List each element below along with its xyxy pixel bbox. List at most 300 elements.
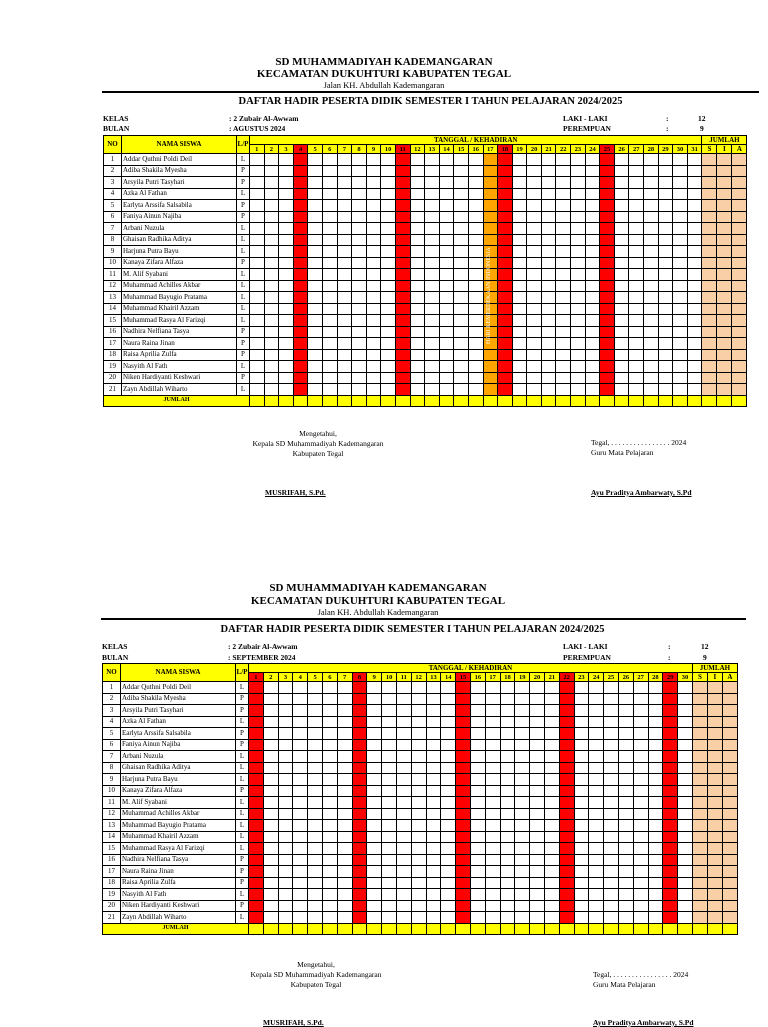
attendance-cell[interactable] xyxy=(687,361,702,373)
attendance-cell[interactable] xyxy=(687,177,702,189)
attendance-cell[interactable] xyxy=(571,246,586,258)
attendance-cell[interactable] xyxy=(250,384,265,396)
attendance-cell[interactable] xyxy=(396,808,411,820)
attendance-cell[interactable] xyxy=(352,728,367,740)
attendance-cell[interactable] xyxy=(454,338,469,350)
attendance-cell[interactable] xyxy=(530,820,545,832)
attendance-cell[interactable] xyxy=(644,154,659,166)
attendance-cell[interactable] xyxy=(322,280,337,292)
attendance-cell[interactable] xyxy=(544,774,559,786)
attendance-cell[interactable] xyxy=(322,808,337,820)
attendance-cell[interactable] xyxy=(395,280,410,292)
attendance-cell[interactable] xyxy=(470,785,485,797)
attendance-cell[interactable] xyxy=(544,785,559,797)
attendance-cell[interactable] xyxy=(352,177,367,189)
attendance-cell[interactable] xyxy=(454,200,469,212)
attendance-cell[interactable] xyxy=(559,912,574,924)
attendance-cell[interactable] xyxy=(456,716,471,728)
attendance-cell[interactable] xyxy=(439,326,454,338)
attendance-cell[interactable] xyxy=(366,338,381,350)
attendance-cell[interactable] xyxy=(456,820,471,832)
attendance-cell[interactable] xyxy=(663,774,678,786)
attendance-cell[interactable] xyxy=(468,361,483,373)
attendance-cell[interactable] xyxy=(322,820,337,832)
attendance-cell[interactable] xyxy=(527,211,542,223)
attendance-cell[interactable] xyxy=(589,808,604,820)
attendance-cell[interactable] xyxy=(648,831,663,843)
attendance-cell[interactable] xyxy=(337,774,352,786)
attendance-cell[interactable] xyxy=(382,831,397,843)
attendance-cell[interactable] xyxy=(352,774,367,786)
attendance-cell[interactable] xyxy=(293,303,308,315)
attendance-cell[interactable] xyxy=(352,223,367,235)
attendance-cell[interactable] xyxy=(515,820,530,832)
attendance-cell[interactable] xyxy=(425,361,440,373)
attendance-cell[interactable] xyxy=(337,843,352,855)
attendance-cell[interactable] xyxy=(410,349,425,361)
attendance-cell[interactable] xyxy=(571,280,586,292)
attendance-cell[interactable] xyxy=(250,326,265,338)
attendance-cell[interactable] xyxy=(308,292,323,304)
attendance-cell[interactable] xyxy=(308,820,323,832)
attendance-cell[interactable] xyxy=(367,705,382,717)
attendance-cell[interactable] xyxy=(618,912,633,924)
attendance-cell[interactable] xyxy=(658,384,673,396)
attendance-cell[interactable] xyxy=(367,739,382,751)
attendance-cell[interactable] xyxy=(396,774,411,786)
attendance-cell[interactable] xyxy=(600,372,615,384)
attendance-cell[interactable] xyxy=(382,682,397,694)
attendance-cell[interactable] xyxy=(322,728,337,740)
attendance-cell[interactable] xyxy=(367,751,382,763)
attendance-cell[interactable] xyxy=(485,739,500,751)
attendance-cell[interactable] xyxy=(574,693,589,705)
attendance-cell[interactable] xyxy=(426,808,441,820)
attendance-cell[interactable] xyxy=(673,269,688,281)
attendance-cell[interactable] xyxy=(441,693,456,705)
attendance-cell[interactable] xyxy=(426,854,441,866)
attendance-cell[interactable] xyxy=(264,200,279,212)
attendance-cell[interactable] xyxy=(658,338,673,350)
attendance-cell[interactable] xyxy=(512,384,527,396)
attendance-cell[interactable] xyxy=(559,866,574,878)
attendance-cell[interactable] xyxy=(485,820,500,832)
attendance-cell[interactable] xyxy=(308,384,323,396)
attendance-cell[interactable] xyxy=(618,866,633,878)
attendance-cell[interactable] xyxy=(308,682,323,694)
attendance-cell[interactable] xyxy=(454,165,469,177)
attendance-cell[interactable] xyxy=(293,693,308,705)
attendance-cell[interactable] xyxy=(322,303,337,315)
attendance-cell[interactable] xyxy=(644,372,659,384)
attendance-cell[interactable] xyxy=(411,716,426,728)
attendance-cell[interactable] xyxy=(293,705,308,717)
attendance-cell[interactable] xyxy=(658,165,673,177)
attendance-cell[interactable] xyxy=(618,728,633,740)
attendance-cell[interactable] xyxy=(485,877,500,889)
attendance-cell[interactable] xyxy=(439,372,454,384)
attendance-cell[interactable] xyxy=(337,866,352,878)
attendance-cell[interactable] xyxy=(337,705,352,717)
attendance-cell[interactable] xyxy=(600,303,615,315)
attendance-cell[interactable] xyxy=(410,384,425,396)
attendance-cell[interactable] xyxy=(322,682,337,694)
attendance-cell[interactable] xyxy=(498,384,513,396)
attendance-cell[interactable] xyxy=(498,361,513,373)
attendance-cell[interactable] xyxy=(663,762,678,774)
attendance-cell[interactable] xyxy=(308,223,323,235)
attendance-cell[interactable] xyxy=(515,682,530,694)
attendance-cell[interactable] xyxy=(633,820,648,832)
attendance-cell[interactable] xyxy=(454,154,469,166)
attendance-cell[interactable] xyxy=(530,889,545,901)
attendance-cell[interactable] xyxy=(322,211,337,223)
attendance-cell[interactable] xyxy=(633,751,648,763)
attendance-cell[interactable] xyxy=(382,843,397,855)
attendance-cell[interactable] xyxy=(278,820,293,832)
attendance-cell[interactable] xyxy=(263,877,278,889)
attendance-cell[interactable] xyxy=(614,223,629,235)
attendance-cell[interactable] xyxy=(456,889,471,901)
attendance-cell[interactable] xyxy=(367,774,382,786)
attendance-cell[interactable] xyxy=(470,866,485,878)
attendance-cell[interactable] xyxy=(263,797,278,809)
attendance-cell[interactable] xyxy=(498,188,513,200)
attendance-cell[interactable] xyxy=(589,705,604,717)
attendance-cell[interactable] xyxy=(604,877,619,889)
attendance-cell[interactable] xyxy=(322,693,337,705)
attendance-cell[interactable] xyxy=(322,866,337,878)
attendance-cell[interactable] xyxy=(604,739,619,751)
attendance-cell[interactable] xyxy=(618,820,633,832)
attendance-cell[interactable] xyxy=(337,682,352,694)
attendance-cell[interactable] xyxy=(293,372,308,384)
attendance-cell[interactable] xyxy=(439,384,454,396)
attendance-cell[interactable] xyxy=(293,716,308,728)
attendance-cell[interactable] xyxy=(644,165,659,177)
attendance-cell[interactable] xyxy=(559,751,574,763)
attendance-cell[interactable] xyxy=(498,177,513,189)
attendance-cell[interactable] xyxy=(585,200,600,212)
attendance-cell[interactable] xyxy=(614,384,629,396)
attendance-cell[interactable] xyxy=(512,246,527,258)
attendance-cell[interactable] xyxy=(500,866,515,878)
attendance-cell[interactable] xyxy=(673,372,688,384)
attendance-cell[interactable] xyxy=(308,303,323,315)
attendance-cell[interactable] xyxy=(278,797,293,809)
attendance-cell[interactable] xyxy=(644,303,659,315)
attendance-cell[interactable] xyxy=(541,246,556,258)
attendance-cell[interactable] xyxy=(541,257,556,269)
attendance-cell[interactable] xyxy=(618,705,633,717)
attendance-cell[interactable] xyxy=(263,843,278,855)
attendance-cell[interactable] xyxy=(308,728,323,740)
attendance-cell[interactable] xyxy=(293,223,308,235)
attendance-cell[interactable] xyxy=(264,292,279,304)
attendance-cell[interactable] xyxy=(308,831,323,843)
attendance-cell[interactable] xyxy=(322,384,337,396)
attendance-cell[interactable] xyxy=(308,739,323,751)
attendance-cell[interactable] xyxy=(322,739,337,751)
attendance-cell[interactable] xyxy=(633,831,648,843)
attendance-cell[interactable] xyxy=(544,843,559,855)
attendance-cell[interactable] xyxy=(426,682,441,694)
attendance-cell[interactable] xyxy=(322,338,337,350)
attendance-cell[interactable] xyxy=(571,200,586,212)
attendance-cell[interactable] xyxy=(648,682,663,694)
attendance-cell[interactable] xyxy=(381,326,396,338)
attendance-cell[interactable] xyxy=(366,315,381,327)
attendance-cell[interactable] xyxy=(515,739,530,751)
attendance-cell[interactable] xyxy=(648,751,663,763)
attendance-cell[interactable] xyxy=(322,200,337,212)
attendance-cell[interactable] xyxy=(381,257,396,269)
attendance-cell[interactable] xyxy=(544,682,559,694)
attendance-cell[interactable] xyxy=(263,705,278,717)
attendance-cell[interactable] xyxy=(530,912,545,924)
attendance-cell[interactable] xyxy=(673,223,688,235)
attendance-cell[interactable] xyxy=(322,177,337,189)
attendance-cell[interactable] xyxy=(322,716,337,728)
attendance-cell[interactable] xyxy=(483,372,498,384)
attendance-cell[interactable] xyxy=(530,751,545,763)
attendance-cell[interactable] xyxy=(527,326,542,338)
attendance-cell[interactable] xyxy=(614,269,629,281)
attendance-cell[interactable] xyxy=(456,762,471,774)
attendance-cell[interactable] xyxy=(571,361,586,373)
attendance-cell[interactable] xyxy=(250,269,265,281)
attendance-cell[interactable] xyxy=(352,246,367,258)
attendance-cell[interactable] xyxy=(322,912,337,924)
attendance-cell[interactable] xyxy=(556,361,571,373)
attendance-cell[interactable] xyxy=(678,831,693,843)
attendance-cell[interactable] xyxy=(441,866,456,878)
attendance-cell[interactable] xyxy=(367,808,382,820)
attendance-cell[interactable] xyxy=(382,751,397,763)
attendance-cell[interactable] xyxy=(293,739,308,751)
attendance-cell[interactable] xyxy=(544,728,559,740)
attendance-cell[interactable] xyxy=(264,303,279,315)
attendance-cell[interactable] xyxy=(585,257,600,269)
attendance-cell[interactable] xyxy=(366,292,381,304)
attendance-cell[interactable] xyxy=(352,361,367,373)
attendance-cell[interactable] xyxy=(644,200,659,212)
attendance-cell[interactable] xyxy=(585,315,600,327)
attendance-cell[interactable] xyxy=(264,269,279,281)
attendance-cell[interactable] xyxy=(250,361,265,373)
attendance-cell[interactable] xyxy=(515,705,530,717)
attendance-cell[interactable] xyxy=(425,280,440,292)
attendance-cell[interactable] xyxy=(263,866,278,878)
attendance-cell[interactable] xyxy=(249,843,264,855)
attendance-cell[interactable] xyxy=(441,877,456,889)
attendance-cell[interactable] xyxy=(352,280,367,292)
attendance-cell[interactable] xyxy=(454,246,469,258)
attendance-cell[interactable] xyxy=(618,774,633,786)
attendance-cell[interactable] xyxy=(629,292,644,304)
attendance-cell[interactable] xyxy=(663,705,678,717)
attendance-cell[interactable] xyxy=(663,831,678,843)
attendance-cell[interactable] xyxy=(441,728,456,740)
attendance-cell[interactable] xyxy=(498,303,513,315)
attendance-cell[interactable] xyxy=(308,280,323,292)
attendance-cell[interactable] xyxy=(571,303,586,315)
attendance-cell[interactable] xyxy=(382,693,397,705)
attendance-cell[interactable] xyxy=(322,372,337,384)
attendance-cell[interactable] xyxy=(441,785,456,797)
attendance-cell[interactable] xyxy=(441,762,456,774)
attendance-cell[interactable] xyxy=(468,349,483,361)
attendance-cell[interactable] xyxy=(249,912,264,924)
attendance-cell[interactable] xyxy=(541,361,556,373)
attendance-cell[interactable] xyxy=(322,349,337,361)
attendance-cell[interactable] xyxy=(618,693,633,705)
attendance-cell[interactable] xyxy=(585,188,600,200)
attendance-cell[interactable] xyxy=(585,349,600,361)
attendance-cell[interactable] xyxy=(498,246,513,258)
attendance-cell[interactable] xyxy=(396,762,411,774)
attendance-cell[interactable] xyxy=(308,843,323,855)
attendance-cell[interactable] xyxy=(456,739,471,751)
attendance-cell[interactable] xyxy=(585,326,600,338)
attendance-cell[interactable] xyxy=(500,831,515,843)
attendance-cell[interactable] xyxy=(644,361,659,373)
attendance-cell[interactable] xyxy=(441,854,456,866)
attendance-cell[interactable] xyxy=(352,200,367,212)
attendance-cell[interactable] xyxy=(658,200,673,212)
attendance-cell[interactable] xyxy=(382,877,397,889)
attendance-cell[interactable] xyxy=(604,728,619,740)
attendance-cell[interactable] xyxy=(614,292,629,304)
attendance-cell[interactable] xyxy=(337,177,352,189)
attendance-cell[interactable] xyxy=(308,165,323,177)
attendance-cell[interactable] xyxy=(352,705,367,717)
attendance-cell[interactable] xyxy=(485,785,500,797)
attendance-cell[interactable] xyxy=(485,751,500,763)
attendance-cell[interactable] xyxy=(673,292,688,304)
attendance-cell[interactable] xyxy=(367,797,382,809)
attendance-cell[interactable] xyxy=(687,200,702,212)
attendance-cell[interactable] xyxy=(600,223,615,235)
attendance-cell[interactable] xyxy=(439,200,454,212)
attendance-cell[interactable] xyxy=(352,808,367,820)
attendance-cell[interactable] xyxy=(527,361,542,373)
attendance-cell[interactable] xyxy=(585,154,600,166)
attendance-cell[interactable] xyxy=(527,292,542,304)
attendance-cell[interactable] xyxy=(541,177,556,189)
attendance-cell[interactable] xyxy=(293,774,308,786)
attendance-cell[interactable] xyxy=(648,762,663,774)
attendance-cell[interactable] xyxy=(541,372,556,384)
attendance-cell[interactable] xyxy=(395,223,410,235)
attendance-cell[interactable] xyxy=(411,774,426,786)
attendance-cell[interactable] xyxy=(633,912,648,924)
attendance-cell[interactable] xyxy=(278,716,293,728)
attendance-cell[interactable] xyxy=(673,200,688,212)
attendance-cell[interactable] xyxy=(629,211,644,223)
attendance-cell[interactable] xyxy=(614,338,629,350)
attendance-cell[interactable] xyxy=(322,843,337,855)
attendance-cell[interactable] xyxy=(571,349,586,361)
attendance-cell[interactable] xyxy=(382,785,397,797)
attendance-cell[interactable] xyxy=(559,693,574,705)
attendance-cell[interactable] xyxy=(527,280,542,292)
attendance-cell[interactable] xyxy=(614,211,629,223)
attendance-cell[interactable] xyxy=(574,705,589,717)
attendance-cell[interactable] xyxy=(644,223,659,235)
attendance-cell[interactable] xyxy=(574,728,589,740)
attendance-cell[interactable] xyxy=(485,889,500,901)
attendance-cell[interactable] xyxy=(425,292,440,304)
attendance-cell[interactable] xyxy=(571,372,586,384)
attendance-cell[interactable] xyxy=(425,326,440,338)
attendance-cell[interactable] xyxy=(454,223,469,235)
attendance-cell[interactable] xyxy=(278,762,293,774)
attendance-cell[interactable] xyxy=(441,774,456,786)
attendance-cell[interactable] xyxy=(673,154,688,166)
attendance-cell[interactable] xyxy=(454,361,469,373)
attendance-cell[interactable] xyxy=(600,211,615,223)
attendance-cell[interactable] xyxy=(293,785,308,797)
attendance-cell[interactable] xyxy=(308,349,323,361)
attendance-cell[interactable] xyxy=(648,866,663,878)
attendance-cell[interactable] xyxy=(663,785,678,797)
attendance-cell[interactable] xyxy=(556,292,571,304)
attendance-cell[interactable] xyxy=(264,326,279,338)
attendance-cell[interactable] xyxy=(263,785,278,797)
attendance-cell[interactable] xyxy=(395,165,410,177)
attendance-cell[interactable] xyxy=(395,315,410,327)
attendance-cell[interactable] xyxy=(396,831,411,843)
attendance-cell[interactable] xyxy=(644,246,659,258)
attendance-cell[interactable] xyxy=(512,349,527,361)
attendance-cell[interactable] xyxy=(456,900,471,912)
attendance-cell[interactable] xyxy=(337,762,352,774)
attendance-cell[interactable] xyxy=(600,246,615,258)
attendance-cell[interactable] xyxy=(500,785,515,797)
attendance-cell[interactable] xyxy=(426,785,441,797)
attendance-cell[interactable] xyxy=(629,234,644,246)
attendance-cell[interactable] xyxy=(441,797,456,809)
attendance-cell[interactable] xyxy=(658,372,673,384)
attendance-cell[interactable] xyxy=(574,774,589,786)
attendance-cell[interactable] xyxy=(381,372,396,384)
attendance-cell[interactable] xyxy=(396,693,411,705)
attendance-cell[interactable] xyxy=(678,693,693,705)
attendance-cell[interactable] xyxy=(600,177,615,189)
attendance-cell[interactable] xyxy=(352,211,367,223)
attendance-cell[interactable] xyxy=(673,384,688,396)
attendance-cell[interactable] xyxy=(367,785,382,797)
attendance-cell[interactable] xyxy=(515,797,530,809)
attendance-cell[interactable] xyxy=(673,257,688,269)
attendance-cell[interactable] xyxy=(366,223,381,235)
attendance-cell[interactable] xyxy=(629,177,644,189)
attendance-cell[interactable] xyxy=(644,188,659,200)
attendance-cell[interactable] xyxy=(278,751,293,763)
attendance-cell[interactable] xyxy=(293,188,308,200)
attendance-cell[interactable] xyxy=(425,349,440,361)
attendance-cell[interactable] xyxy=(614,154,629,166)
attendance-cell[interactable] xyxy=(439,154,454,166)
attendance-cell[interactable] xyxy=(556,165,571,177)
attendance-cell[interactable] xyxy=(530,728,545,740)
attendance-cell[interactable] xyxy=(308,912,323,924)
attendance-cell[interactable] xyxy=(263,774,278,786)
attendance-cell[interactable] xyxy=(308,797,323,809)
attendance-cell[interactable] xyxy=(527,165,542,177)
attendance-cell[interactable] xyxy=(395,384,410,396)
